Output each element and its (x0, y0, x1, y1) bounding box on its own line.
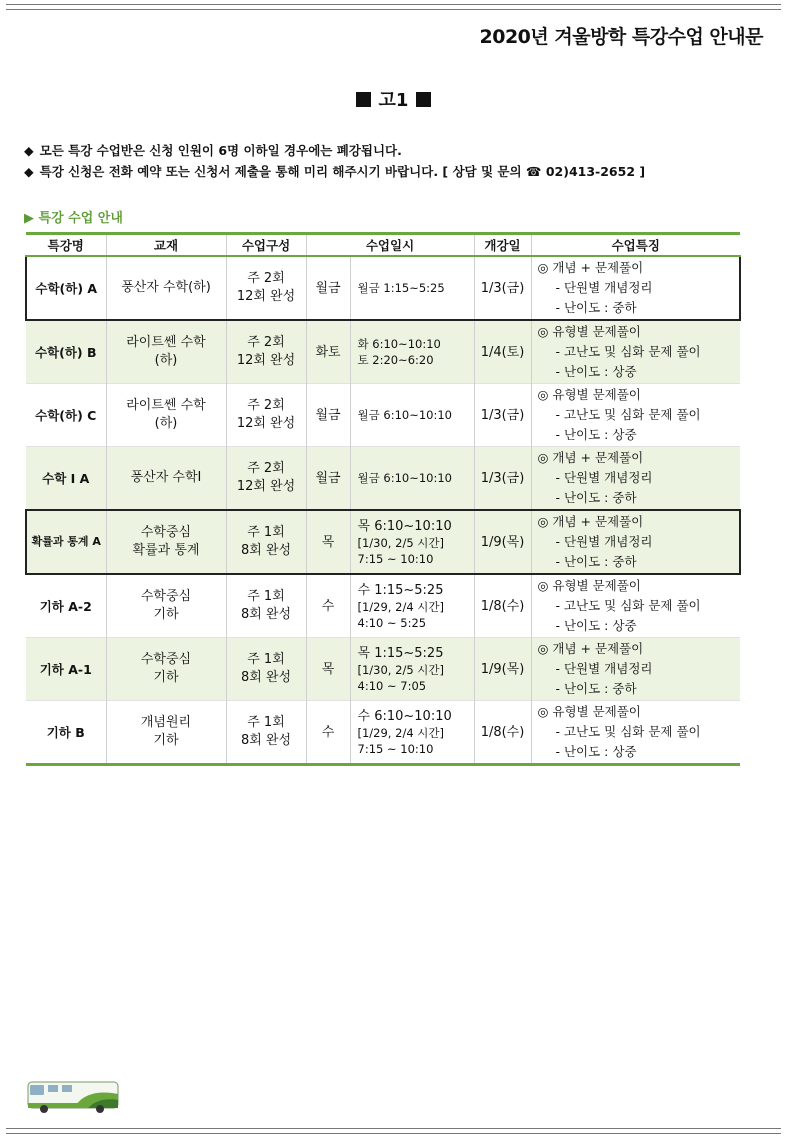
black-square-icon (356, 92, 371, 107)
course-book (106, 701, 226, 765)
course-start: 1/9(목) (474, 510, 531, 574)
feature-line: ◎ 개념 + 문제풀이 (537, 260, 644, 275)
table-row (26, 256, 740, 320)
course-name: 수학(하) B (26, 320, 106, 384)
feature-line: - 단원별 개념정리 (555, 661, 653, 676)
time-line: 월금 6:10~10:10 (357, 471, 452, 485)
course-days: 수 (306, 574, 350, 638)
course-times (350, 510, 474, 574)
course-book (106, 447, 226, 511)
composition-line: 주 2회 (247, 271, 285, 286)
course-start: 1/3(금) (474, 384, 531, 447)
header-start: 개강일 (474, 234, 531, 257)
book-line: 라이트쎈 수학 (126, 335, 206, 350)
grade-label: 고1 (378, 90, 409, 111)
book-line: 개념원리 (140, 715, 192, 730)
course-start: 1/4(토) (474, 320, 531, 384)
composition-line: 8회 완성 (240, 670, 292, 685)
diamond-icon: ◆ (24, 143, 34, 158)
black-square-icon (416, 92, 431, 107)
feature-line: - 난이도 : 상중 (555, 744, 637, 759)
course-days: 목 (306, 510, 350, 574)
time-line: 목 1:15~5:25 (357, 645, 444, 661)
header-schedule: 수업일시 (306, 234, 474, 257)
bus-logo-icon (26, 1076, 122, 1116)
course-days: 월금 (306, 384, 350, 447)
course-book (106, 256, 226, 320)
course-times (350, 256, 474, 320)
course-times (350, 638, 474, 701)
course-composition (226, 510, 306, 574)
course-features (531, 384, 740, 447)
header-features: 수업특징 (531, 234, 740, 257)
composition-line: 주 1회 (247, 589, 285, 604)
composition-line: 8회 완성 (240, 607, 292, 622)
bottom-rule (6, 1128, 781, 1134)
course-days: 월금 (306, 256, 350, 320)
time-line: 월금 1:15~5:25 (357, 281, 445, 295)
feature-line: ◎ 개념 + 문제풀이 (537, 641, 644, 656)
feature-line: - 난이도 : 상중 (555, 427, 637, 442)
feature-line: ◎ 유형별 문제풀이 (537, 578, 641, 593)
header-name: 특강명 (26, 234, 106, 257)
composition-line: 주 1회 (247, 525, 285, 540)
composition-line: 12회 완성 (236, 416, 296, 431)
course-days: 수 (306, 701, 350, 765)
course-features (531, 638, 740, 701)
time-line: 화 6:10~10:10 (357, 337, 441, 351)
time-line: [1/30, 2/5 시간] (357, 662, 444, 677)
schedule-table (25, 232, 741, 766)
composition-line: 8회 완성 (240, 543, 292, 558)
table-row (26, 320, 740, 384)
feature-line: - 난이도 : 중하 (555, 490, 637, 505)
composition-line: 주 1회 (247, 715, 285, 730)
course-days: 월금 (306, 447, 350, 511)
notice-item (24, 161, 645, 182)
table-row (26, 384, 740, 447)
table-row (26, 510, 740, 574)
course-composition (226, 384, 306, 447)
notice-list (24, 140, 645, 182)
notice-text: 특강 신청은 전화 예약 또는 신청서 제출을 통해 미리 해주시기 바랍니다. [ 상담 및 문의 ☎ 02)413-2652 ] (39, 164, 646, 179)
course-start: 1/8(수) (474, 701, 531, 765)
time-line: 수 6:10~10:10 (357, 708, 452, 724)
feature-line: - 난이도 : 상중 (555, 618, 637, 633)
book-line: 기하 (153, 607, 179, 622)
feature-line: - 고난도 및 심화 문제 풀이 (555, 598, 701, 613)
grade-heading (0, 86, 787, 112)
table-row (26, 574, 740, 638)
top-rule (6, 4, 781, 10)
composition-line: 12회 완성 (236, 289, 296, 304)
feature-line: - 난이도 : 상중 (555, 364, 637, 379)
course-name: 수학 Ⅰ A (26, 447, 106, 511)
course-days: 화토 (306, 320, 350, 384)
course-features (531, 574, 740, 638)
header-composition: 수업구성 (226, 234, 306, 257)
feature-line: - 난이도 : 중하 (555, 681, 637, 696)
course-name: 기하 A-1 (26, 638, 106, 701)
composition-line: 주 2회 (247, 335, 285, 350)
feature-line: ◎ 유형별 문제풀이 (537, 387, 641, 402)
course-name: 확률과 통계 A (26, 510, 106, 574)
composition-line: 주 2회 (247, 461, 285, 476)
document-title: 2020년 겨울방학 특강수업 안내문 (479, 26, 763, 48)
table-row (26, 701, 740, 765)
table-row (26, 638, 740, 701)
course-start: 1/3(금) (474, 447, 531, 511)
course-times (350, 384, 474, 447)
time-line: 4:10 ~ 5:25 (357, 615, 427, 630)
course-name: 기하 A-2 (26, 574, 106, 638)
feature-line: ◎ 개념 + 문제풀이 (537, 514, 644, 529)
course-composition (226, 574, 306, 638)
course-times (350, 574, 474, 638)
course-start: 1/9(목) (474, 638, 531, 701)
time-line: 4:10 ~ 7:05 (357, 678, 427, 693)
book-line: (하) (154, 416, 178, 431)
time-line: [1/29, 2/4 시간] (357, 599, 444, 614)
course-features (531, 320, 740, 384)
table-header-row (26, 234, 740, 257)
course-features (531, 510, 740, 574)
book-line: 수학중심 (140, 525, 192, 540)
composition-line: 주 1회 (247, 652, 285, 667)
course-composition (226, 320, 306, 384)
course-times (350, 701, 474, 765)
course-composition (226, 638, 306, 701)
course-features (531, 256, 740, 320)
course-book (106, 638, 226, 701)
course-composition (226, 256, 306, 320)
time-line: [1/29, 2/4 시간] (357, 725, 444, 740)
composition-line: 주 2회 (247, 398, 285, 413)
book-line: 풍산자 수학Ⅰ (130, 470, 202, 485)
composition-line: 8회 완성 (240, 733, 292, 748)
time-line: 수 1:15~5:25 (357, 582, 444, 598)
section-label: ▶ 특강 수업 안내 (24, 211, 123, 226)
feature-line: ◎ 개념 + 문제풀이 (537, 450, 644, 465)
diamond-icon: ◆ (24, 164, 34, 179)
time-line: 7:15 ~ 10:10 (357, 741, 434, 756)
book-line: 수학중심 (140, 652, 192, 667)
feature-line: - 고난도 및 심화 문제 풀이 (555, 407, 701, 422)
time-line: 토 2:20~6:20 (357, 353, 434, 367)
course-book (106, 320, 226, 384)
feature-line: - 난이도 : 중하 (555, 300, 637, 315)
course-features (531, 701, 740, 765)
book-line: 확률과 통계 (132, 543, 200, 558)
feature-line: - 난이도 : 중하 (555, 554, 637, 569)
book-line: 기하 (153, 733, 179, 748)
course-book (106, 384, 226, 447)
composition-line: 12회 완성 (236, 353, 296, 368)
course-times (350, 320, 474, 384)
feature-line: ◎ 유형별 문제풀이 (537, 324, 641, 339)
course-composition (226, 447, 306, 511)
course-days: 목 (306, 638, 350, 701)
feature-line: - 고난도 및 심화 문제 풀이 (555, 724, 701, 739)
time-line: 월금 6:10~10:10 (357, 408, 452, 422)
course-composition (226, 701, 306, 765)
feature-line: - 단원별 개념정리 (555, 534, 653, 549)
feature-line: - 단원별 개념정리 (555, 470, 653, 485)
course-times (350, 447, 474, 511)
course-start: 1/8(수) (474, 574, 531, 638)
time-line: 7:15 ~ 10:10 (357, 551, 434, 566)
book-line: 라이트쎈 수학 (126, 398, 206, 413)
book-line: (하) (154, 353, 178, 368)
course-features (531, 447, 740, 511)
book-line: 기하 (153, 670, 179, 685)
feature-line: - 고난도 및 심화 문제 풀이 (555, 344, 701, 359)
course-start: 1/3(금) (474, 256, 531, 320)
course-name: 수학(하) C (26, 384, 106, 447)
time-line: 목 6:10~10:10 (357, 518, 452, 534)
feature-line: - 단원별 개념정리 (555, 280, 653, 295)
course-name: 수학(하) A (26, 256, 106, 320)
feature-line: ◎ 유형별 문제풀이 (537, 704, 641, 719)
course-name: 기하 B (26, 701, 106, 765)
book-line: 풍산자 수학(하) (121, 280, 211, 295)
course-book (106, 510, 226, 574)
header-book: 교재 (106, 234, 226, 257)
composition-line: 12회 완성 (236, 479, 296, 494)
book-line: 수학중심 (140, 589, 192, 604)
notice-text: 모든 특강 수업반은 신청 인원이 6명 이하일 경우에는 폐강됩니다. (39, 143, 402, 158)
course-book (106, 574, 226, 638)
table-row (26, 447, 740, 511)
notice-item (24, 140, 645, 161)
time-line: [1/30, 2/5 시간] (357, 535, 444, 550)
